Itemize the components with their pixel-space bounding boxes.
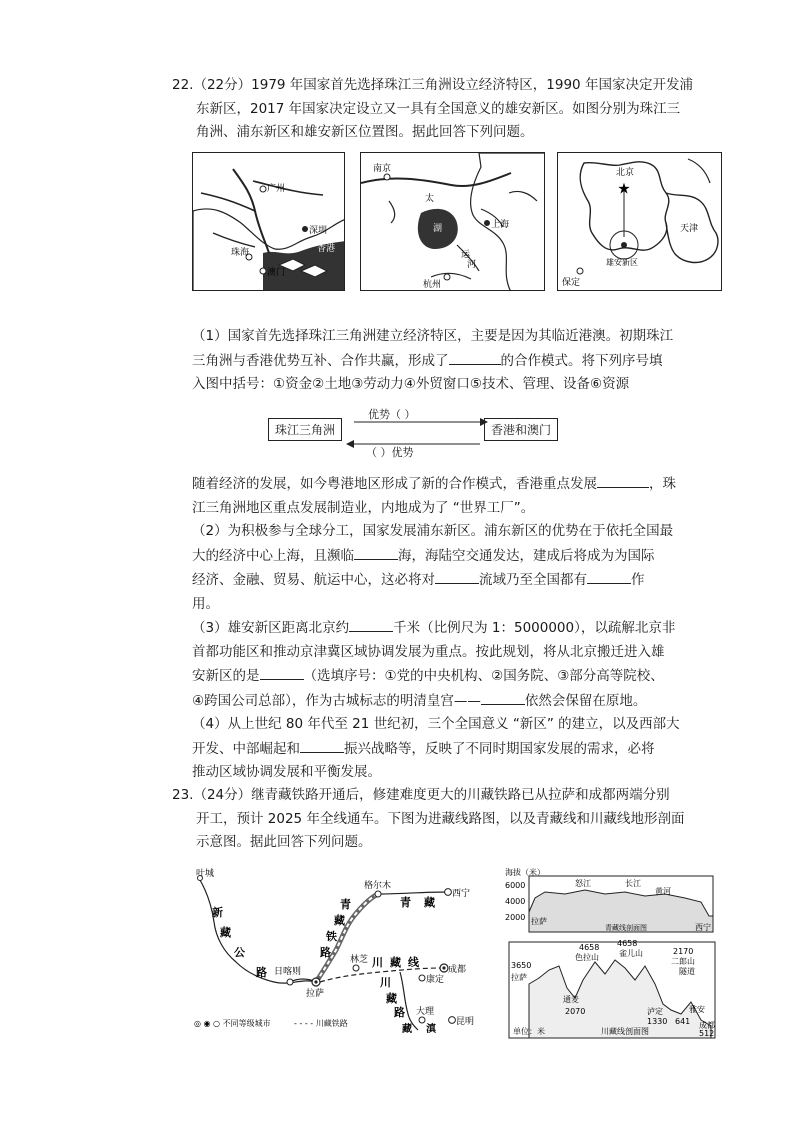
map3-label-baoding: 保定 bbox=[562, 278, 581, 288]
profile1-label-xining: 西宁 bbox=[695, 923, 711, 932]
profile2-label-queershan: 雀儿山 bbox=[619, 949, 643, 958]
map1-label-shenzhen: 深圳 bbox=[309, 226, 328, 236]
rail-label-xining: 西宁 bbox=[452, 889, 471, 899]
profile1-title: 青藏线剖面图 bbox=[605, 924, 647, 932]
q22-intro bbox=[172, 74, 712, 145]
dianzang-char-2: 滇 bbox=[426, 1024, 436, 1034]
map3-label-xiongan: 雄安新区 bbox=[606, 258, 638, 267]
map3-label-tianjin: 天津 bbox=[680, 224, 699, 234]
q22-sub1 bbox=[192, 325, 707, 397]
profile1-label-nujiang: 怒江 bbox=[575, 879, 591, 888]
sub4-line2-a: 开发、中部崛起和 bbox=[192, 740, 300, 757]
sub3-line4-a: ④跨国公司总部），作为古城标志的明清皇宫—— bbox=[192, 692, 481, 709]
rail-label-kunming: 昆明 bbox=[456, 1017, 475, 1027]
chuanzang-profile-svg bbox=[505, 940, 719, 1040]
chuanzang-rail-char-3: 线 bbox=[408, 956, 419, 969]
profile2-label-tongmai: 通麦 bbox=[563, 995, 579, 1004]
sub2-line2-a: 大的经济中心上海，且濒临 bbox=[192, 547, 354, 564]
map2-label-he: 河 bbox=[467, 260, 477, 270]
q23-line2: 开工，预计 2025 年全线通车。下图为进藏线路图，以及青藏线和川藏线地形剖面 bbox=[196, 810, 685, 827]
map1-label-zhuhai: 珠海 bbox=[231, 248, 250, 258]
qingzang-rail-char-3: 铁 bbox=[326, 930, 337, 943]
qingzang-profile bbox=[505, 868, 719, 934]
profile2-label-chengdu: 成都 bbox=[699, 1021, 715, 1030]
sub1-line4 bbox=[192, 472, 707, 497]
q22-line3: 角洲、浦东新区和雄安新区位置图。据此回答下列问题。 bbox=[196, 124, 534, 140]
sub4-line3: 推动区域协调发展和平衡发展。 bbox=[192, 764, 381, 780]
sub3-line4-b: 依然会保留在原地。 bbox=[524, 692, 647, 709]
sub3-line4 bbox=[192, 689, 707, 714]
profile1-tick-6000: 6000 bbox=[505, 881, 526, 890]
map1-label-guangzhou: 广州 bbox=[267, 184, 286, 194]
map2-label-hangzhou: 杭州 bbox=[423, 280, 442, 290]
answer-blank-2[interactable] bbox=[597, 472, 649, 488]
beijing-star-icon: ★ bbox=[617, 179, 631, 198]
cooperation-diagram bbox=[268, 404, 558, 460]
answer-blank-5[interactable] bbox=[587, 568, 631, 584]
rail-legend-cities: ◎ ◉ ○ 不同等级城市 bbox=[194, 1019, 271, 1028]
tibet-railway-map bbox=[190, 864, 490, 1034]
chuanzang-profile bbox=[505, 940, 719, 1040]
sub1-line5: 江三角洲地区重点发展制造业，内地成为了 “世界工厂”。 bbox=[192, 499, 535, 516]
sub1-line4-b: ，珠 bbox=[649, 476, 676, 492]
answer-blank-8[interactable] bbox=[481, 689, 525, 705]
map-pudong bbox=[360, 152, 545, 291]
profile2-label-yaan: 雅安 bbox=[689, 1005, 705, 1014]
profile2-title: 川藏线剖面图 bbox=[601, 1027, 649, 1036]
sub2-line2 bbox=[192, 544, 707, 569]
qingzang-road-char-1: 青 bbox=[400, 896, 411, 909]
flow-bottom-label: （ ）优势 bbox=[366, 446, 414, 459]
box-hongkong-macao: 香港和澳门 bbox=[484, 418, 558, 441]
chuanzang-rail-char-1: 川 bbox=[372, 956, 383, 969]
profile1-tick-4000: 4000 bbox=[505, 897, 526, 906]
sub1-line2-a: 三角洲与香港优势互补、合作共赢，形成了 bbox=[192, 352, 449, 369]
profile2-label-erlangshan: 二郎山 bbox=[671, 957, 695, 966]
map-prd-svg bbox=[193, 153, 345, 291]
answer-blank-7[interactable] bbox=[260, 664, 304, 680]
sub3-line3 bbox=[192, 664, 707, 689]
rail-label-lasa: 拉萨 bbox=[306, 989, 325, 999]
sub1-line2 bbox=[192, 349, 707, 374]
rail-label-dali: 大理 bbox=[416, 1007, 435, 1017]
map2-label-yun: 运 bbox=[461, 250, 471, 260]
sub2-line2-b: 海，海陆空交通发达，建成后将成为为国际 bbox=[398, 547, 655, 564]
rail-label-golmud: 格尔木 bbox=[364, 881, 392, 891]
answer-blank-1[interactable] bbox=[449, 349, 501, 365]
sub4-line1: （4）从上世纪 80 年代至 21 世纪初，三个全国意义 “新区” 的建立，以及西部大 bbox=[192, 716, 680, 732]
chuanzang-road-char-3: 路 bbox=[394, 1006, 405, 1019]
sub3-line3-a: 安新区的是 bbox=[192, 668, 260, 684]
sub1-line3: 入图中括号：①资金②土地③劳动力④外贸窗口⑤技术、管理、设备⑥资源 bbox=[192, 376, 630, 392]
q22-maps bbox=[192, 152, 722, 292]
profile1-label-lasa: 拉萨 bbox=[531, 917, 547, 926]
profile1-tick-2000: 2000 bbox=[505, 913, 526, 922]
map-xiongan bbox=[557, 152, 722, 291]
qingzang-road-char-2: 藏 bbox=[424, 896, 435, 909]
profile2-val-1330: 1330 bbox=[647, 1017, 668, 1026]
sub3-line1-b: 千米（比例尺为 1：5000000），以疏解北京非 bbox=[393, 620, 676, 636]
flow-top-label: 优势（ ） bbox=[368, 408, 416, 421]
sub3-line1 bbox=[192, 616, 707, 641]
profile2-val-3650: 3650 bbox=[511, 961, 532, 970]
sub4-line2 bbox=[192, 737, 707, 762]
rail-label-yecheng: 叶城 bbox=[196, 869, 215, 879]
q22-line1: 22.（22分）1979 年国家首先选择珠江三角洲设立经济特区，1990 年国家决定开发浦 bbox=[172, 77, 693, 93]
q23-intro bbox=[172, 784, 712, 855]
map1-label-macao: 澳门 bbox=[267, 268, 286, 278]
map2-label-hu: 湖 bbox=[433, 224, 443, 234]
xinzang-road-char-1: 新 bbox=[212, 906, 223, 919]
xinzang-road-char-3: 公 bbox=[234, 946, 245, 959]
profile2-label-selashan: 色拉山 bbox=[575, 953, 599, 962]
profile2-label-luding: 泸定 bbox=[647, 1007, 663, 1016]
profile1-label-huanghe: 黄河 bbox=[655, 887, 671, 896]
rail-legend-railway: - - - - 川藏铁路 bbox=[294, 1019, 348, 1028]
profile2-label-suidao: 隧道 bbox=[679, 967, 695, 976]
sub2-line3-a: 经济、金融、贸易、航运中心，这必将对 bbox=[192, 572, 435, 588]
profile2-val-2070: 2070 bbox=[565, 1007, 586, 1016]
sub3-line1-a: （3）雄安新区距离北京约 bbox=[192, 620, 350, 636]
sub1-line4-a: 随着经济的发展，如今粤港地区形成了新的合作模式，香港重点发展 bbox=[192, 476, 597, 492]
box-pearl-river-delta: 珠江三角洲 bbox=[268, 418, 342, 441]
map-pudong-svg bbox=[361, 153, 545, 291]
profile2-val-512: 512 bbox=[699, 1029, 715, 1038]
rail-map-svg bbox=[190, 864, 490, 1034]
q22-line2: 东新区，2017 年国家决定设立又一具有全国意义的雄安新区。如图分别为珠江三 bbox=[196, 100, 681, 117]
sub2-line1: （2）为积极参与全球分工，国家发展浦东新区。浦东新区的优势在于依托全国最 bbox=[192, 523, 674, 539]
qingzang-rail-char-2: 藏 bbox=[334, 914, 345, 927]
rail-label-linzhi: 林芝 bbox=[350, 955, 369, 965]
chuanzang-road-char-1: 川 bbox=[380, 976, 391, 989]
map1-label-hongkong: 香港 bbox=[317, 244, 336, 254]
chuanzang-rail-char-2: 藏 bbox=[390, 956, 401, 969]
sub1-line1: （1）国家首先选择珠江三角洲建立经济特区，主要是因为其临近港澳。初期珠江 bbox=[192, 328, 674, 344]
profile2-val-2170: 2170 bbox=[673, 947, 694, 956]
sub2-line3-b: 流域乃至全国都有 bbox=[479, 572, 587, 588]
profile2-unit: 单位：米 bbox=[513, 1027, 545, 1036]
qingzang-rail-char-4: 路 bbox=[320, 946, 331, 959]
sub2-line3 bbox=[192, 568, 707, 593]
answer-blank-9[interactable] bbox=[300, 737, 344, 753]
sub4-line2-b: 振兴战略等，反映了不同时期国家发展的需求，必将 bbox=[344, 740, 655, 757]
answer-blank-4[interactable] bbox=[435, 568, 479, 584]
profile1-label-changjiang: 长江 bbox=[625, 879, 641, 888]
map-pearl-river-delta bbox=[192, 152, 345, 291]
q23-line1: 23.（24分）继青藏铁路开通后，修建难度更大的川藏铁路已从拉萨和成都两端分别 bbox=[172, 787, 670, 803]
dianzang-char-1: 藏 bbox=[402, 1024, 412, 1034]
rail-label-kangding: 康定 bbox=[426, 975, 445, 985]
map-xiongan-svg bbox=[558, 153, 722, 291]
profile2-label-lasa: 拉萨 bbox=[511, 973, 527, 982]
xinzang-road-char-4: 路 bbox=[256, 966, 267, 979]
profile1-axis-title: 海拔（米） bbox=[505, 868, 545, 877]
chuanzang-road-char-2: 藏 bbox=[386, 992, 397, 1005]
map3-label-beijing: 北京 bbox=[616, 168, 635, 178]
profile2-val-4658-a: 4658 bbox=[579, 943, 600, 952]
q23-line3: 示意图。据此回答下列问题。 bbox=[196, 834, 372, 850]
rail-label-chengdu: 成都 bbox=[448, 965, 467, 975]
map2-label-nanjing: 南京 bbox=[373, 164, 392, 174]
map2-label-tai: 太 bbox=[425, 194, 435, 204]
q22-sub1-continued bbox=[192, 472, 707, 785]
map2-label-shanghai: 上海 bbox=[491, 220, 510, 230]
qingzang-profile-svg bbox=[505, 868, 719, 934]
sub3-line3-b: （选填序号：①党的中央机构、②国务院、③部分高等院校、 bbox=[303, 668, 664, 684]
answer-blank-3[interactable] bbox=[354, 544, 398, 560]
qingzang-rail-char-1: 青 bbox=[340, 898, 351, 911]
xinzang-road-char-2: 藏 bbox=[220, 926, 231, 939]
profile2-val-4658-b: 4658 bbox=[617, 940, 638, 948]
sub1-line2-b: 的合作模式。将下列序号填 bbox=[500, 352, 663, 369]
sub2-line4: 用。 bbox=[192, 595, 219, 612]
profile2-val-641: 641 bbox=[675, 1017, 691, 1026]
rail-label-rikaze: 日喀则 bbox=[274, 967, 302, 977]
answer-blank-6[interactable] bbox=[349, 616, 393, 632]
sub2-line3-c: 作 bbox=[631, 572, 645, 588]
sub3-line2: 首都功能区和推动京津冀区域协调发展为重点。按此规划，将从北京搬迁进入雄 bbox=[192, 643, 665, 660]
